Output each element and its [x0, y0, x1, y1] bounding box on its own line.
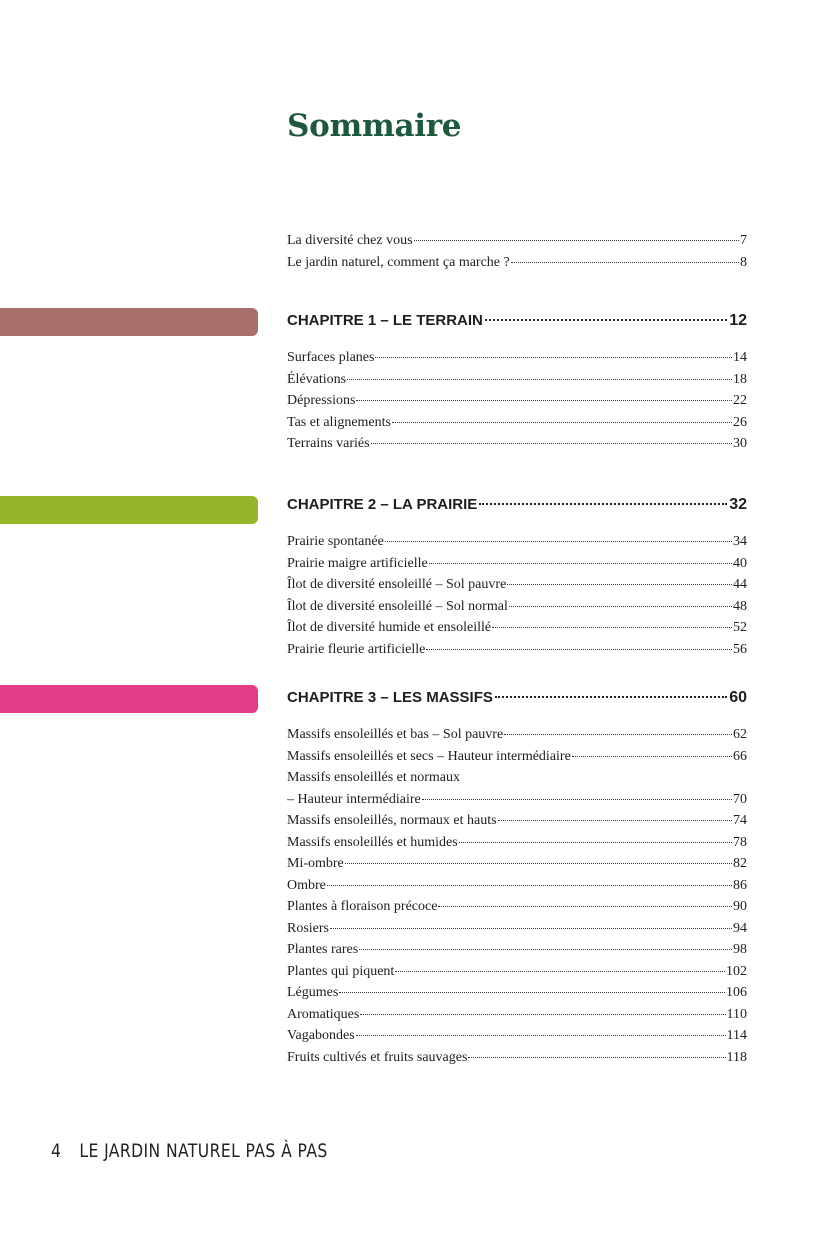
toc-entry-label: Massifs ensoleillés et secs – Hauteur intermédiaire: [287, 748, 571, 764]
toc-entry-page: 110: [726, 1006, 747, 1022]
dot-leader: [492, 627, 732, 628]
dot-leader: [327, 885, 732, 886]
toc-entry-label: Plantes rares: [287, 942, 359, 957]
toc-entry-page: 98: [733, 942, 747, 957]
toc-entry-label: Massifs ensoleillés et bas – Sol pauvre: [287, 727, 504, 742]
toc-entry: [287, 553, 747, 575]
toc-entry-page: 52: [733, 620, 747, 635]
toc-entry-label: Prairie maigre artificielle: [287, 555, 428, 571]
dot-leader: [395, 971, 725, 972]
dot-leader: [485, 319, 727, 321]
toc-entry-page: 12: [729, 312, 747, 329]
toc-entry-page: 78: [733, 834, 747, 850]
dot-leader: [359, 949, 732, 950]
toc-entry-label: Plantes à floraison précoce: [287, 899, 438, 914]
toc-entry: [287, 896, 747, 918]
dot-leader: [375, 357, 732, 358]
toc-entry: [287, 617, 747, 639]
dot-leader: [356, 400, 732, 401]
toc-entry-page: 14: [733, 350, 747, 365]
dot-leader: [347, 379, 732, 380]
toc-entry-page: 118: [726, 1049, 747, 1065]
dot-leader: [422, 799, 732, 800]
toc-entry-label: Prairie fleurie artificielle: [287, 641, 426, 657]
dot-leader: [459, 842, 732, 843]
toc-entry-label: Îlot de diversité ensoleillé – Sol pauvre: [287, 577, 507, 592]
toc-entry-page: 8: [740, 254, 747, 270]
dot-leader: [385, 541, 732, 542]
toc-entry: [287, 1047, 747, 1069]
page-footer: [51, 1140, 328, 1162]
toc-entry: [287, 252, 747, 274]
dot-leader: [507, 584, 732, 585]
toc-entry-page: 40: [733, 555, 747, 571]
toc-entry-page: 106: [726, 985, 747, 1000]
dot-leader: [339, 992, 725, 993]
toc-entry-page: 70: [733, 791, 747, 807]
chapter-1-color-bar: [0, 308, 258, 336]
dot-leader: [414, 240, 739, 241]
chapter-3-color-bar: [0, 685, 258, 713]
toc-entry-label: CHAPITRE 3 – LES MASSIFS: [287, 689, 493, 706]
toc-entry-label: Terrains variés: [287, 436, 370, 451]
toc-entry: [287, 810, 747, 832]
toc-entry: [287, 918, 747, 940]
chapter-heading: [287, 309, 747, 333]
toc-entry-page: 48: [733, 598, 747, 614]
toc-entry-label: Élévations: [287, 371, 347, 387]
dot-leader: [426, 649, 732, 650]
dot-leader: [392, 422, 732, 423]
toc-entry-page: 66: [733, 748, 747, 764]
toc-entry: [287, 961, 747, 983]
toc-entry-page: 44: [733, 577, 747, 592]
toc-entry-page: 102: [726, 963, 747, 979]
dot-leader: [330, 928, 732, 929]
toc-entry-label: Fruits cultivés et fruits sauvages: [287, 1049, 468, 1065]
toc-entry-page: 56: [733, 641, 747, 657]
toc-entry-page: 30: [733, 436, 747, 451]
dot-leader: [498, 820, 732, 821]
toc-entry-label: Mi-ombre: [287, 856, 344, 871]
toc-entry-label: Plantes qui piquent: [287, 963, 395, 979]
page-number: 4: [51, 1140, 62, 1162]
page-title: Sommaire: [287, 108, 462, 144]
dot-leader: [356, 1035, 726, 1036]
toc-entry-label: Îlot de diversité humide et ensoleillé: [287, 620, 492, 635]
toc-entry-page: 82: [733, 856, 747, 871]
toc-entry-page: 34: [733, 534, 747, 549]
dot-leader: [438, 906, 732, 907]
toc-entry-label: Massifs ensoleillés, normaux et hauts: [287, 813, 497, 828]
toc-entry-label: Massifs ensoleillés et normaux: [287, 770, 461, 785]
toc-entry: [287, 639, 747, 661]
toc-intro: [287, 230, 747, 273]
chapter-heading: [287, 686, 747, 710]
toc-entry-label: Vagabondes: [287, 1028, 355, 1043]
toc-entry: [287, 982, 747, 1004]
toc-entry: [287, 369, 747, 391]
toc-chapter-2: [287, 493, 747, 660]
toc-entry-page: 90: [733, 899, 747, 914]
toc-entry-page: 74: [733, 813, 747, 828]
toc-chapter-1: [287, 309, 747, 455]
toc-entry: [287, 1025, 747, 1047]
toc-entry: [287, 746, 747, 768]
dot-leader: [360, 1014, 725, 1015]
toc-entry-label: – Hauteur intermédiaire: [287, 791, 421, 807]
toc-entry-page: 114: [726, 1028, 747, 1043]
toc-entry: [287, 574, 747, 596]
toc-entry-page: 32: [729, 496, 747, 513]
toc-entry: [287, 832, 747, 854]
toc-entry: [287, 875, 747, 897]
toc-entry: [287, 724, 747, 746]
toc-entry-label: Légumes: [287, 985, 339, 1000]
toc-chapter-3: [287, 686, 747, 1068]
toc-entry-label: La diversité chez vous: [287, 233, 413, 248]
chapter-heading: [287, 493, 747, 517]
toc-entry-label: Aromatiques: [287, 1006, 360, 1022]
toc-entry-label: Le jardin naturel, comment ça marche ?: [287, 254, 510, 270]
toc-entry-label: Dépressions: [287, 393, 356, 408]
dot-leader: [468, 1057, 725, 1058]
toc-entry-page: 18: [733, 371, 747, 387]
toc-entry: [287, 853, 747, 875]
toc-entry-label: Tas et alignements: [287, 414, 391, 430]
dot-leader: [371, 443, 732, 444]
toc-entry-page: 7: [740, 233, 747, 248]
dot-leader: [495, 696, 727, 698]
dot-leader: [572, 756, 732, 757]
toc-entry-label: Surfaces planes: [287, 350, 375, 365]
book-title: LE JARDIN NATUREL PAS À PAS: [79, 1140, 328, 1162]
toc-entry-label: Prairie spontanée: [287, 534, 384, 549]
toc-entry: [287, 433, 747, 455]
dot-leader: [479, 503, 727, 505]
toc-entry-page: 22: [733, 393, 747, 408]
toc-entry: [287, 412, 747, 434]
toc-entry: [287, 230, 747, 252]
toc-entry-label: Îlot de diversité ensoleillé – Sol normal: [287, 598, 508, 614]
toc-entry-label: Massifs ensoleillés et humides: [287, 834, 458, 850]
toc-entry: [287, 789, 747, 811]
toc-entry-page: 86: [733, 877, 747, 893]
dot-leader: [504, 734, 732, 735]
toc-entry-label: CHAPITRE 2 – LA PRAIRIE: [287, 496, 478, 513]
toc-entry-page: 60: [729, 689, 747, 706]
toc-entry-page: 26: [733, 414, 747, 430]
chapter-2-color-bar: [0, 496, 258, 524]
toc-entry-label: Ombre: [287, 877, 326, 893]
toc-entry: [287, 347, 747, 369]
toc-entry: [287, 390, 747, 412]
toc-entry-page: 94: [733, 920, 747, 936]
toc-entry: [287, 531, 747, 553]
toc-entry: [287, 939, 747, 961]
toc-entry-label: CHAPITRE 1 – LE TERRAIN: [287, 312, 483, 329]
toc-entry: [287, 1004, 747, 1026]
toc-entry: [287, 767, 747, 789]
dot-leader: [509, 606, 732, 607]
dot-leader: [345, 863, 732, 864]
toc-entry-label: Rosiers: [287, 920, 329, 936]
dot-leader: [511, 262, 739, 263]
toc-entry: [287, 596, 747, 618]
toc-entry-page: 62: [733, 727, 747, 742]
dot-leader: [429, 563, 732, 564]
